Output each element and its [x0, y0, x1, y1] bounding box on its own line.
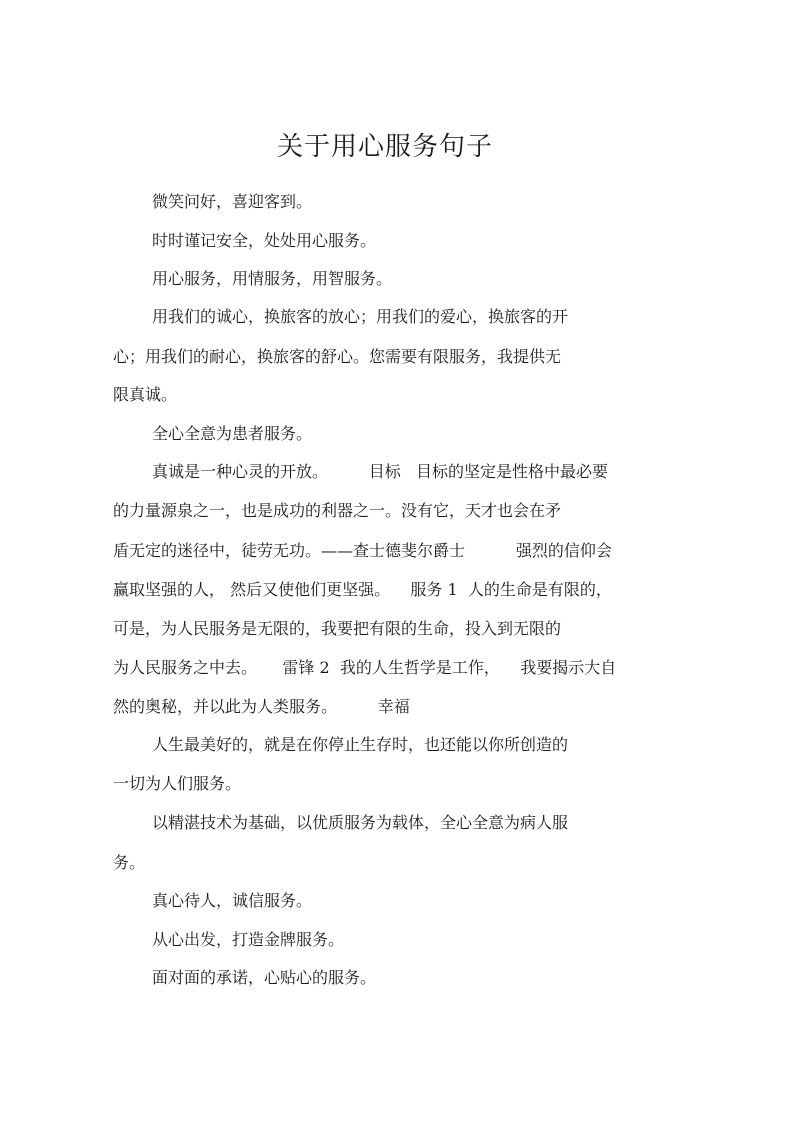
- text-line-3: 用心服务，用情服务，用智服务。: [152, 269, 393, 288]
- text-line-2: 时时谨记安全，处处用心服务。: [152, 231, 377, 250]
- text-line-18: 务。: [113, 853, 146, 872]
- text-line-5: 心；用我们的耐心，换旅客的舒心。您需要有限服务，我提供无: [113, 347, 562, 366]
- text-line-10: 盾无定的迷径中，徒劳无功。——查士德斐尔爵士 强烈的信仰会: [113, 541, 612, 560]
- text-line-12: 可是，为人民服务是无限的，我要把有限的生命，投入到无限的: [113, 619, 562, 638]
- text-line-11: 赢取坚强的人， 然后又使他们更坚强。 服务 1 人的生命是有限的，: [113, 580, 612, 599]
- text-line-6: 限真诚。: [113, 385, 178, 404]
- text-line-9: 的力量源泉之一，也是成功的利器之一。没有它，天才也会在矛: [113, 501, 562, 520]
- text-line-8: 真诚是一种心灵的开放。 目标 目标的坚定是性格中最必要: [152, 462, 608, 481]
- text-line-19: 真心待人，诚信服务。: [152, 891, 313, 910]
- text-line-16: 一切为人们服务。: [113, 774, 242, 793]
- text-line-21: 面对面的承诺，心贴心的服务。: [152, 968, 377, 987]
- document-title: 关于用心服务句子: [276, 132, 493, 162]
- text-line-13: 为人民服务之中去。 雷锋 2 我的人生哲学是工作， 我要揭示大自: [113, 658, 617, 677]
- text-line-17: 以精湛技术为基础，以优质服务为载体，全心全意为病人服: [152, 813, 569, 832]
- text-line-1: 微笑问好，喜迎客到。: [152, 192, 313, 211]
- text-line-7: 全心全意为患者服务。: [152, 424, 313, 443]
- text-line-4: 用我们的诚心，换旅客的放心；用我们的爱心，换旅客的开: [152, 307, 569, 326]
- text-line-15: 人生最美好的，就是在你停止生存时，也还能以你所创造的: [152, 735, 569, 754]
- text-line-20: 从心出发，打造金牌服务。: [152, 930, 345, 949]
- text-line-14: 然的奥秘，并以此为人类服务。 幸福: [113, 697, 410, 716]
